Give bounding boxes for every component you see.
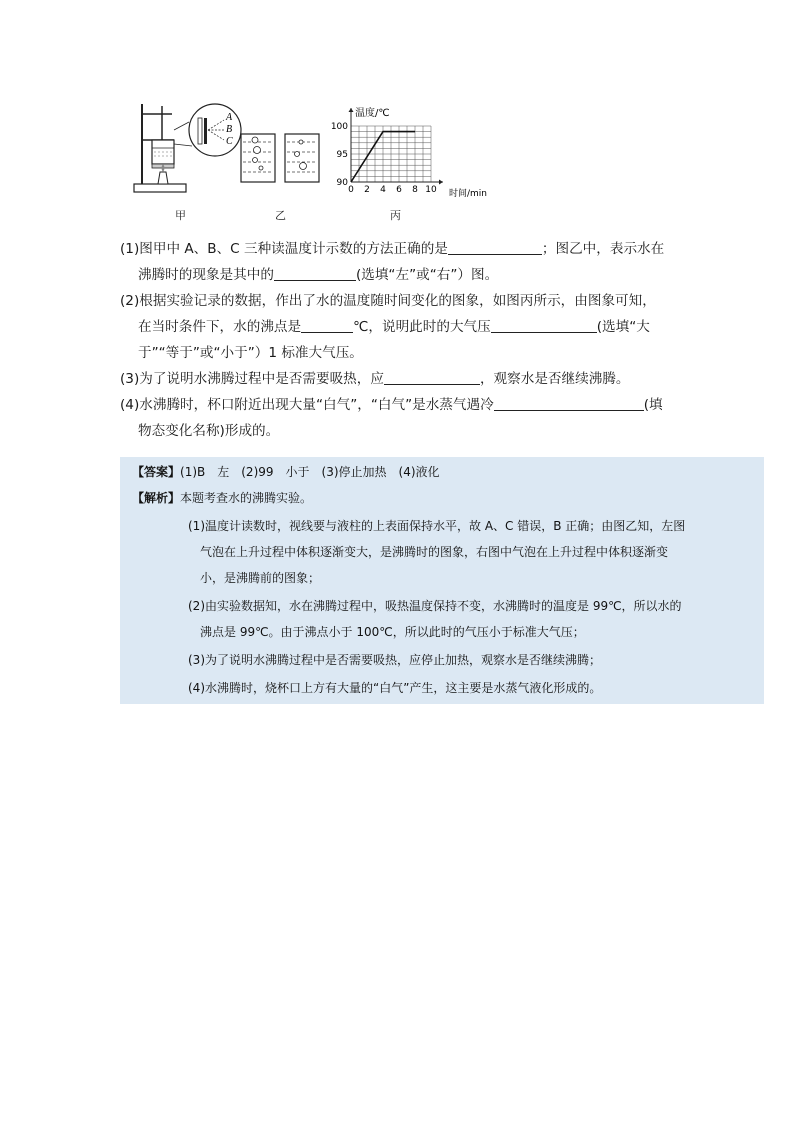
explanation-1-line-3: 小，是沸腾前的图象；: [200, 571, 321, 585]
question-block: [120, 236, 680, 444]
q1-text-d: (选填“左”或“右”）图。: [355, 267, 499, 283]
q1-text-b: ；图乙中，表示水在: [541, 241, 665, 257]
answer-text: (1)B 左 (2)99 小于 (3)停止加热 (4)液化: [180, 465, 440, 479]
y-tick-label: 95: [336, 150, 348, 160]
eye-label-b: B: [226, 124, 233, 135]
x-tick-label: 8: [412, 185, 418, 195]
y-tick-label: 90: [336, 178, 348, 188]
question-2-line-1: [120, 288, 680, 314]
answer-box: [120, 457, 764, 704]
chart-grid: [351, 126, 431, 182]
q3-text-a: (3)为了说明水沸腾过程中是否需要吸热，应: [120, 371, 384, 387]
analysis-label: 【解析】: [132, 491, 181, 505]
answer-label: 【答案】: [132, 465, 181, 479]
explanation-1-line-1: (1)温度计读数时，视线要与液柱的上表面保持水平，故 A、C 错误，B 正确；由图乙知，左图: [188, 519, 686, 533]
x-axis-arrow: [439, 180, 443, 185]
question-4-line-2: [120, 418, 680, 444]
y-axis-arrow: [349, 108, 354, 112]
figure-group: [125, 100, 505, 225]
apparatus-figure: [130, 100, 250, 200]
x-tick-label: 6: [396, 185, 402, 195]
caption-jia: 甲: [175, 209, 186, 222]
question-1-line-2: [120, 262, 680, 288]
x-tick-label: 10: [425, 185, 437, 195]
q2-text-d: (选填“大: [596, 319, 650, 335]
chart-xlabel: 时间/min: [449, 189, 488, 199]
q2-text-e: 于”“等于”或“小于”）1 标准大气压。: [138, 345, 363, 361]
q3-blank-1: [384, 370, 480, 385]
y-tick-label: 100: [330, 122, 348, 132]
q4-text-b: (填: [643, 397, 663, 413]
explanation-1-line-2: 气泡在上升过程中体积逐渐变大，是沸腾时的图象，右图中气泡在上升过程中体积逐渐变: [200, 545, 669, 559]
x-tick-label: 2: [364, 185, 370, 195]
chart-ylabel: 温度/℃: [355, 108, 390, 119]
q1-text-a: (1)图甲中 A、B、C 三种读温度计示数的方法正确的是: [120, 241, 448, 257]
q3-text-b: ，观察水是否继续沸腾。: [479, 371, 630, 387]
q4-blank-1: [494, 396, 644, 411]
q4-text-a: (4)水沸腾时，杯口附近出现大量“白气”，“白气”是水蒸气遇冷: [120, 397, 494, 413]
caption-yi: 乙: [275, 209, 286, 222]
x-tick-label: 0: [348, 185, 354, 195]
chart-ticks: [331, 122, 437, 195]
eye-label-a: A: [226, 112, 233, 123]
answer-row: [132, 459, 440, 485]
explanation-4: (4)水沸腾时，烧杯口上方有大量的“白气”产生，这主要是水蒸气液化形成的。: [188, 681, 602, 695]
q2-blank-1: [301, 318, 353, 333]
question-2-line-2: [120, 314, 680, 340]
eye-label-c: C: [226, 136, 233, 147]
analysis-text: 本题考查水的沸腾实验。: [180, 491, 313, 505]
q2-blank-2: [491, 318, 597, 333]
beakers-figure: [237, 128, 327, 218]
question-4-line-1: [120, 392, 680, 418]
q2-text-c: ℃，说明此时的大气压: [353, 319, 491, 335]
analysis-row: [132, 485, 312, 511]
q4-text-c: 物态变化名称)形成的。: [138, 423, 280, 439]
x-tick-label: 4: [380, 185, 386, 195]
q1-text-c: 沸腾时的现象是其中的: [138, 267, 274, 283]
question-3-line-1: [120, 366, 680, 392]
q1-blank-2: [274, 266, 356, 281]
explanation-3: (3)为了说明水沸腾过程中是否需要吸热，应停止加热，观察水是否继续沸腾；: [188, 653, 602, 667]
temperature-chart: [325, 100, 505, 200]
q1-blank-1: [448, 240, 542, 255]
question-2-line-3: [120, 340, 680, 366]
q2-text-a: (2)根据实验记录的数据，作出了水的温度随时间变化的图象，如图丙所示，由图象可知，: [120, 293, 656, 309]
chart-axes: [349, 108, 444, 185]
explanation-2-line-1: (2)由实验数据知，水在沸腾过程中，吸热温度保持不变，水沸腾时的温度是 99℃，所以水的: [188, 599, 682, 613]
question-1-line-1: [120, 236, 680, 262]
explanation-2-line-2: 沸点是 99℃。由于沸点小于 100℃，所以此时的气压小于标准大气压；: [200, 625, 585, 639]
q2-text-b: 在当时条件下，水的沸点是: [138, 319, 302, 335]
caption-bing: 丙: [390, 209, 401, 222]
